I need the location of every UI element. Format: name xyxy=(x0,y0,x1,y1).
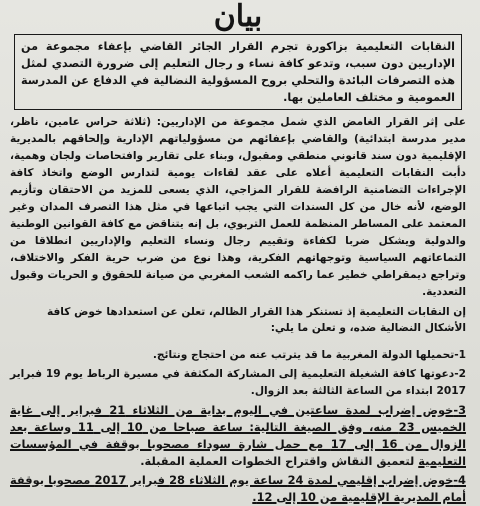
demand-text: لتعميق النقاش واقتراح الخطوات العملية المقبلة. xyxy=(140,453,415,468)
demand-text-underlined: خوض إضراب لمدة ساعتين في اليوم بداية من الثلاثاء 21 فبراير إلى غاية الخميس 23 منه، وفق الصيغة التالية: ساعة صباحا من 10 إلى 11 وساعة بعد الزوال من 16 إلى 17 مع حمل شارة سوداء مصحوبا بوقفة في المؤسسات التعليمية xyxy=(10,402,467,468)
demand-item-4 xyxy=(10,472,466,506)
demand-item-1 xyxy=(10,347,466,364)
demand-text: تحميلها الدولة المغربية ما قد يترتب عنه من احتجاج ونتائج. xyxy=(152,348,455,361)
demand-number: 1- xyxy=(454,348,466,361)
demand-number: 2- xyxy=(454,367,466,380)
demand-text: دعوتها كافة الشغيلة التعليمية إلى المشاركة المكثفة في مسيرة الرباط يوم 19 فبراير 2017 ابتداء من الساعة الثالثة بعد الزوال. xyxy=(10,367,466,397)
paragraph-announcement: إن النقابات التعليمية إذ تستنكر هذا القرار الظالم، تعلن عن استعدادها خوض كافة الأشكال النضالية ضده، و تعلن ما يلي: xyxy=(46,306,466,334)
demand-text-underlined: خوض إضراب إقليمي لمدة 24 ساعة يوم الثلاثاء 28 فبراير 2017 مصحوبا بوقفة أمام المديرية الإقليمية من 10 إلى 12. xyxy=(10,472,466,504)
intro-box: النقابات التعليمية بزاكورة تجرم القرار الجائر القاضي بإعفاء مجموعة من الإداريين دون سبب، وتدعو كافة نساء و رجال التعليم إلى ضرورة التصدي لمثل هذه التصرفات البائدة والتحلي بروح المسؤولية النضالية في الدفاع عن المدرسة العمومية و مختلف العاملين بها. xyxy=(14,34,462,110)
demand-number: 4- xyxy=(453,472,466,487)
demand-item-3 xyxy=(10,402,466,470)
demand-number: 3- xyxy=(453,402,466,417)
paragraph-context: على إثر القرار الغامض الذي شمل مجموعة من الإداريين: (ثلاثة حراس عامين، ناظر، مدير مدرسة ابتدائية) والقاضي بإعفائهم من مسؤولياتهم الإدارية وإلحاقهم بالمديرية الإقليمية دون سند قانوني منطقي ومقبول، وبناء على تقارير وافتحاصات ولجان وهمية، دأبت النقابات التعليمية أعلاه على عقد لقاءات يومية لتدارس الوضع واتخاذ كافة الإجراءات التضامنية الرافضة للقرار المزاجي، الذي يسعى للمزيد من الاحتقان وتأزيم الوضع، لأنه خال من كل السندات التي يجب اتباعها في مثل هذا التصرف المدان وغير المعتمد على المساطر المنظمة للعمل التربوي، بل إنه يتناقض مع كافة القوانين الوطنية والدولية ويشكل ضربا لكفاءة وتقييم رجال ونساء التعليم والإداريين انطلاقا من التماعاتهم السياسية وتوجهاتهم الفكرية، وهذا نوع من ضرب حرية الفكر والاختلاف، وتراجع ديمقراطي خطير عما راكمه الشعب المغربي من صيانة للحقوق و الحريات وقبول التعددية. xyxy=(10,116,466,298)
statement-title: بيان xyxy=(213,0,263,34)
demand-item-2 xyxy=(10,366,466,400)
